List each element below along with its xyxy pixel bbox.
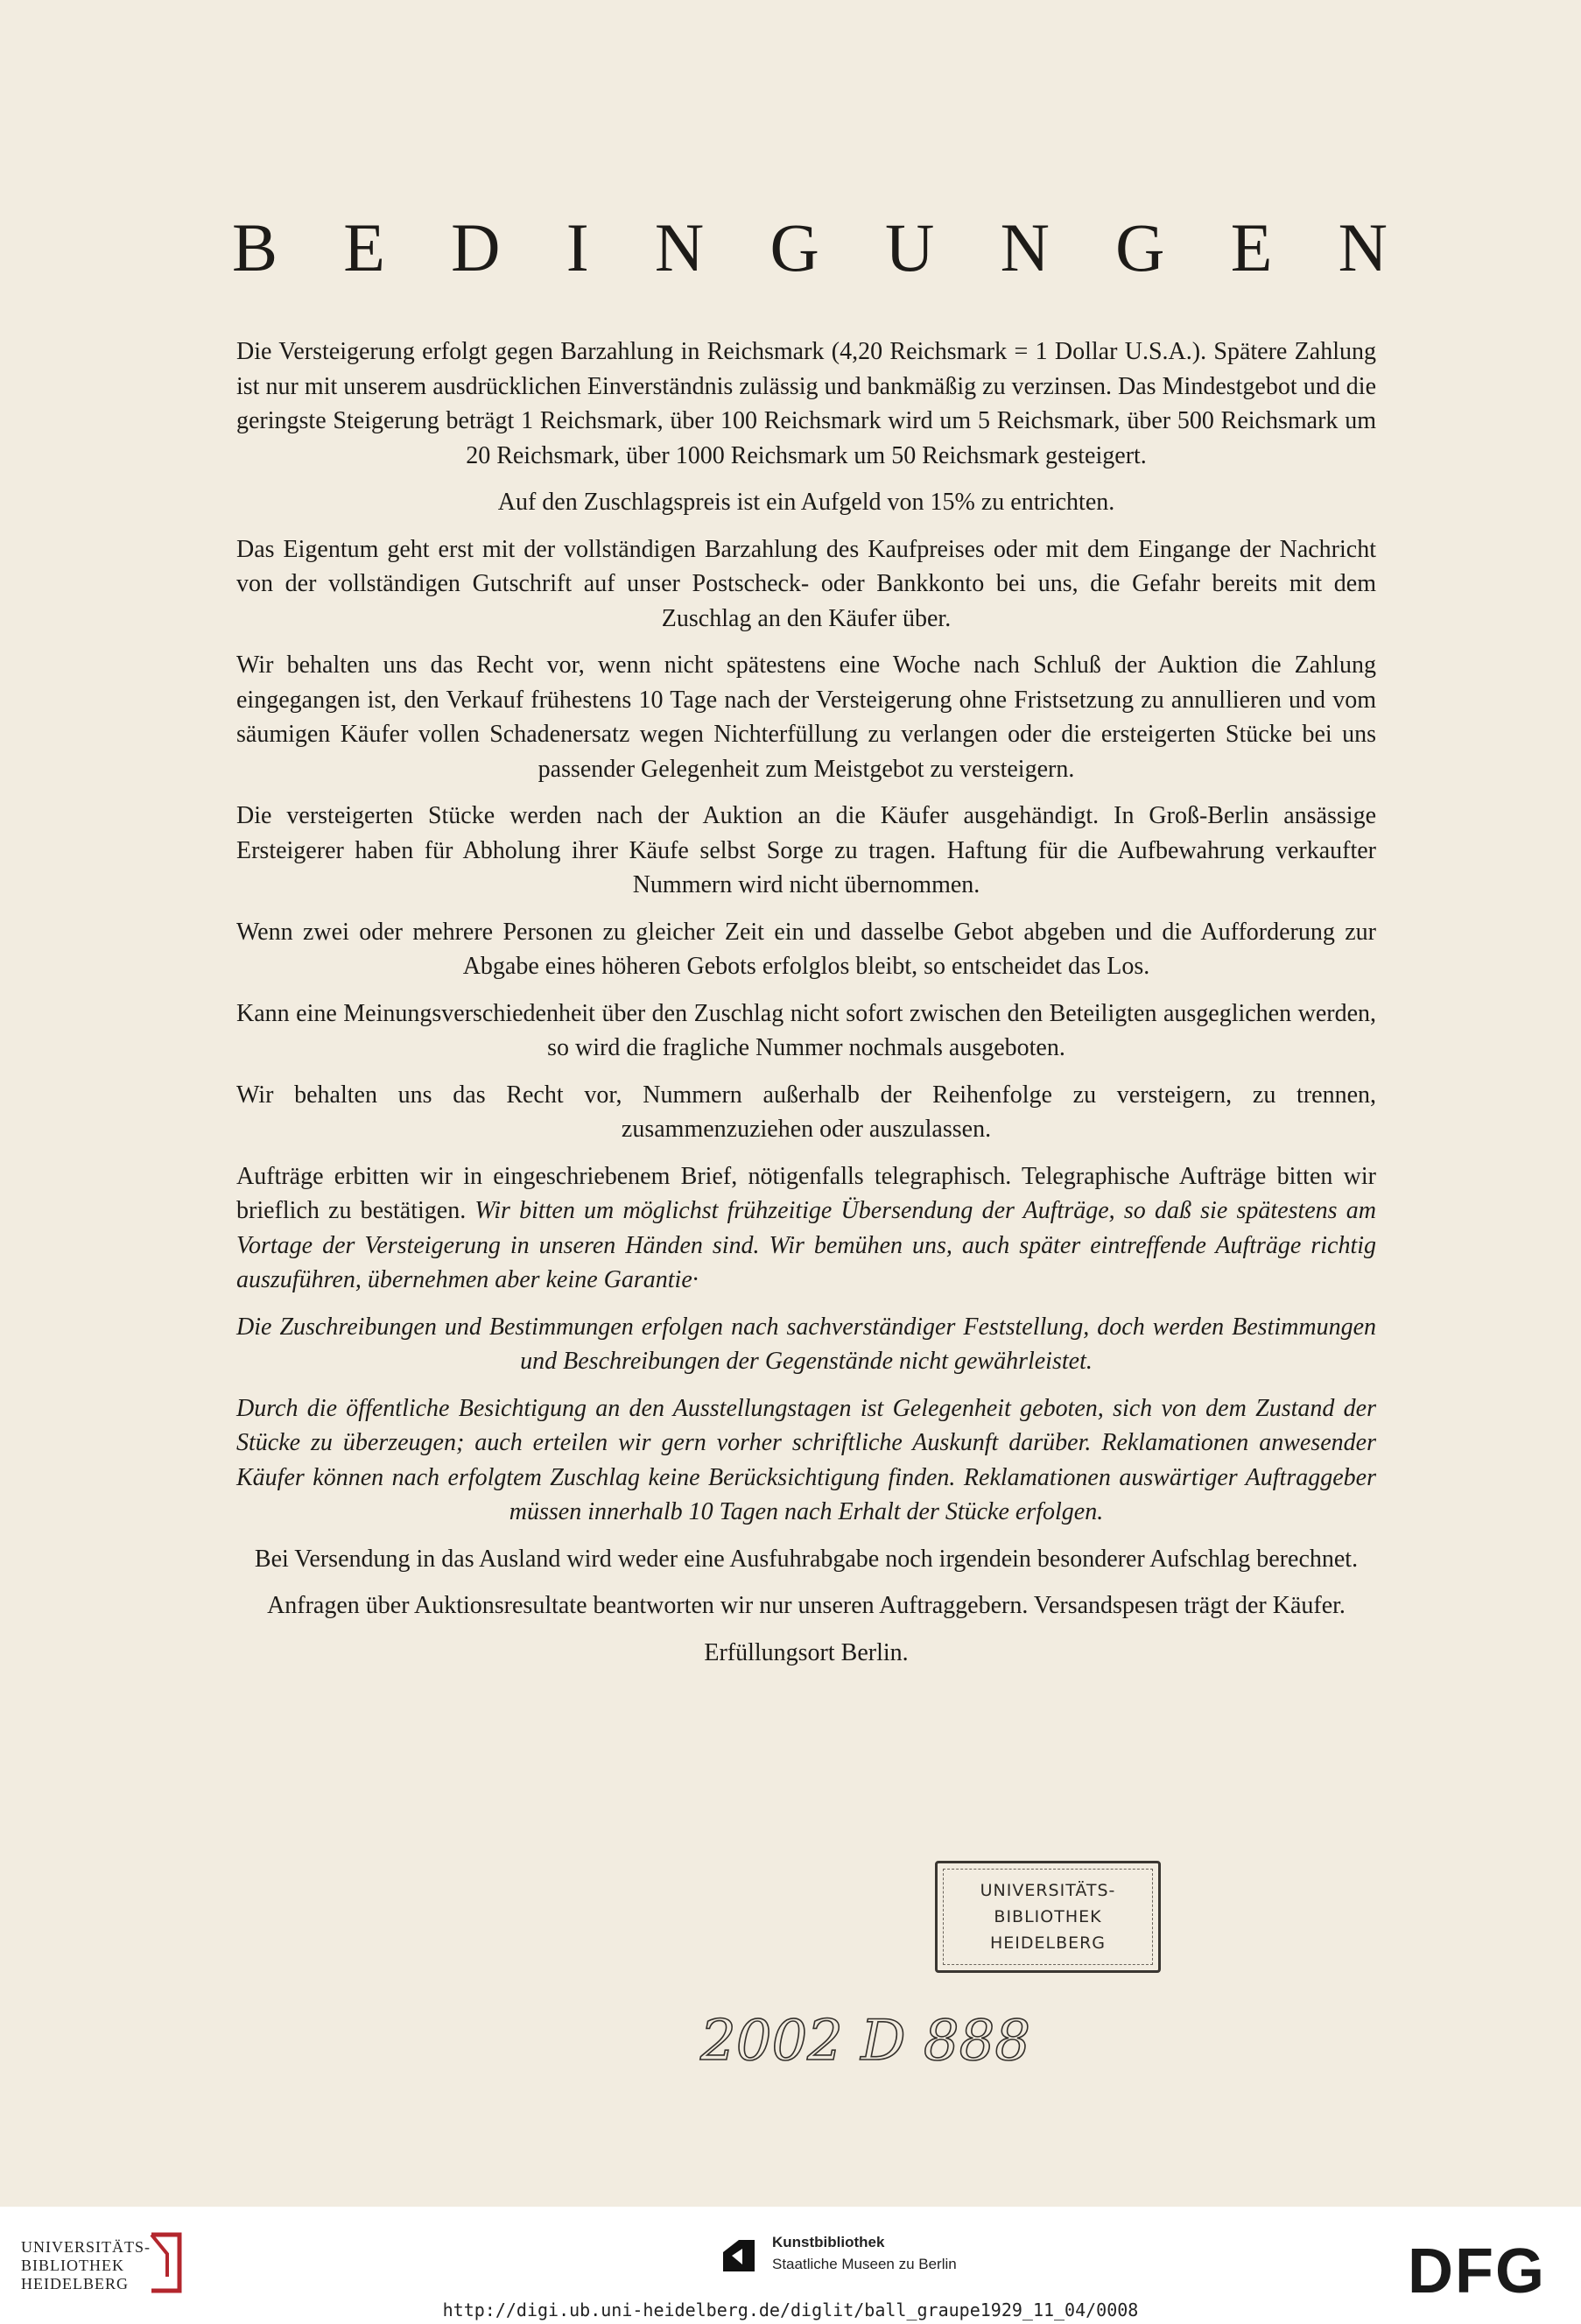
library-stamp — [935, 1861, 1161, 1973]
title-letter: U — [885, 209, 935, 285]
stamp-line: UNIVERSITÄTS- — [980, 1881, 1116, 1900]
place-of-fulfilment: Erfüllungsort Berlin. — [704, 1638, 909, 1666]
title-letter: I — [566, 209, 589, 285]
paragraph-ownership: Das Eigentum geht erst mit der vollständigen Barzahlung des Kaufpreises oder mit dem Eingange der Nachricht von der vollständigen Gutschrift auf unser Postscheck- oder Bankkonto bei uns, die Gefahr bereits mit dem Zuschlag an den Käufer über. — [236, 535, 1376, 632]
ub-logo-line: UNIVERSITÄTS- — [21, 2238, 151, 2256]
paragraph-default: Wir behalten uns das Recht vor, wenn nicht spätestens eine Woche nach Schluß der Auktion die Zahlung eingegangen ist, den Verkauf frühestens 10 Tage nach der Versteigerung ohne Fristsetzung zu annullieren und vom säumigen Käufer vollen Schadenersatz wegen Nichterfüllung zu verlangen oder die ersteigerten Stücke bei uns passender Gelegenheit zum Meistgebot zu versteigern. — [236, 651, 1376, 783]
page-title — [232, 208, 1388, 287]
ub-logo-line: BIBLIOTHEK — [21, 2257, 124, 2274]
stamp-inner-border — [943, 1869, 1153, 1965]
paragraph-orders — [236, 1159, 1376, 1298]
kunstbibliothek-title: Kunstbibliothek — [772, 2234, 885, 2250]
title-letter: E — [343, 209, 385, 285]
paragraph-equal-bids: Wenn zwei oder mehrere Personen zu gleicher Zeit ein und dasselbe Gebot abgeben und die Aufforderung zur Abgabe eines höheren Gebots erfolglos bleibt, so entscheidet das Los. — [236, 918, 1376, 980]
paragraph-viewing: Durch die öffentliche Besichtigung an den Ausstellungstagen ist Gelegenheit geboten, sich von dem Zustand der Stücke zu überzeugen; auch erteilen wir gern vorher schriftliche Auskunft darüber. Reklamationen anwesender Käufer können nach erfolgtem Zuschlag keine Berücksichtigung finden. Reklamationen auswärtiger Auftraggeber müssen innerhalb 10 Tagen nach Erhalt der Stücke erfolgen. — [236, 1394, 1376, 1525]
source-url-link[interactable]: http://digi.ub.uni-heidelberg.de/diglit/ball_graupe1929_11_04/0008 — [442, 2299, 1139, 2320]
handwritten-shelfmark — [692, 1988, 1182, 2093]
paragraph-dispute: Kann eine Meinungsverschiedenheit über den Zuschlag nicht sofort zwischen den Beteiligten ausgeglichen werden, so wird die fragliche Nummer nochmals ausgeboten. — [236, 999, 1376, 1061]
paragraph-premium: Auf den Zuschlagspreis ist ein Aufgeld von 15% zu entrichten. — [497, 489, 1115, 516]
title-letter: E — [1230, 209, 1273, 285]
stamp-line: HEIDELBERG — [989, 1933, 1107, 1953]
conditions-text — [236, 335, 1376, 1682]
title-letter: N — [654, 209, 705, 285]
ub-heidelberg-logo — [21, 2238, 151, 2293]
dfg-logo: DFG — [1408, 2236, 1546, 2306]
paragraph-attributions: Die Zuschreibungen und Bestimmungen erfolgen nach sachverständiger Feststellung, doch werden Bestimmungen und Beschreibungen der Gegenstände nicht gewährleistet. — [236, 1313, 1376, 1375]
title-letter: B — [232, 209, 278, 285]
paragraph-results: Anfragen über Auktionsresultate beantworten wir nur unseren Auftraggebern. Versandspesen trägt der Käufer. — [267, 1592, 1346, 1619]
title-letter: G — [1115, 209, 1165, 285]
title-letter: N — [1338, 209, 1388, 285]
kunstbibliothek-subtitle: Staatliche Museen zu Berlin — [772, 2256, 957, 2272]
paragraph-order: Wir behalten uns das Recht vor, Nummern außerhalb der Reihenfolge zu versteigern, zu trennen, zusammenzuziehen oder auszulassen. — [236, 1081, 1376, 1143]
kunstbibliothek-logo-icon — [720, 2236, 758, 2275]
paragraph-handover: Die versteigerten Stücke werden nach der Auktion an die Käufer ausgehändigt. In Groß-Berlin ansässige Ersteigerer haben für Abholung ihrer Käufe selbst Sorge zu tragen. Haftung für die Aufbewahrung verkaufter Nummern wird nicht übernommen. — [236, 802, 1376, 898]
orders-text: Aufträge erbitten wir in eingeschriebenem Brief, nötigenfalls telegraphisch. Telegraphische Aufträge bitten wir brieflich zu bestätigen. — [236, 1162, 1376, 1224]
shelfmark-text: 2002 D 888 — [700, 2009, 1031, 2074]
orders-italic-text: Wir bitten um möglichst frühzeitige Übersendung der Aufträge, so daß sie spätestens am Vortage der Versteigerung in unseren Händen sind. Wir bemühen uns, auch später eintreffende Aufträge richtig auszuführen, übernehmen aber keine Garantie· — [236, 1197, 1376, 1293]
paragraph-export: Bei Versendung in das Ausland wird weder eine Ausfuhrabgabe noch irgendein besonderer Aufschlag berechnet. — [254, 1545, 1359, 1573]
title-letter: G — [769, 209, 819, 285]
ub-logo-line: HEIDELBERG — [21, 2275, 129, 2292]
kunstbibliothek-logo — [772, 2231, 957, 2275]
title-letter: D — [451, 209, 501, 285]
paragraph-payment: Die Versteigerung erfolgt gegen Barzahlung in Reichsmark (4,20 Reichsmark = 1 Dollar U.S.A.). Spätere Zahlung ist nur mit unserem ausdrücklichen Einverständnis zulässig und bankmäßig zu verzinsen. Das Mindestgebot und die geringste Steigerung beträgt 1 Reichsmark, über 100 Reichsmark wird um 5 Reichsmark, über 500 Reichsmark um 20 Reichsmark, über 1000 Reichsmark um 50 Reichsmark gesteigert. — [236, 338, 1376, 469]
stamp-line: BIBLIOTHEK — [994, 1907, 1102, 1926]
ub-logo-mark-icon — [144, 2228, 190, 2298]
title-letter: N — [1000, 209, 1050, 285]
